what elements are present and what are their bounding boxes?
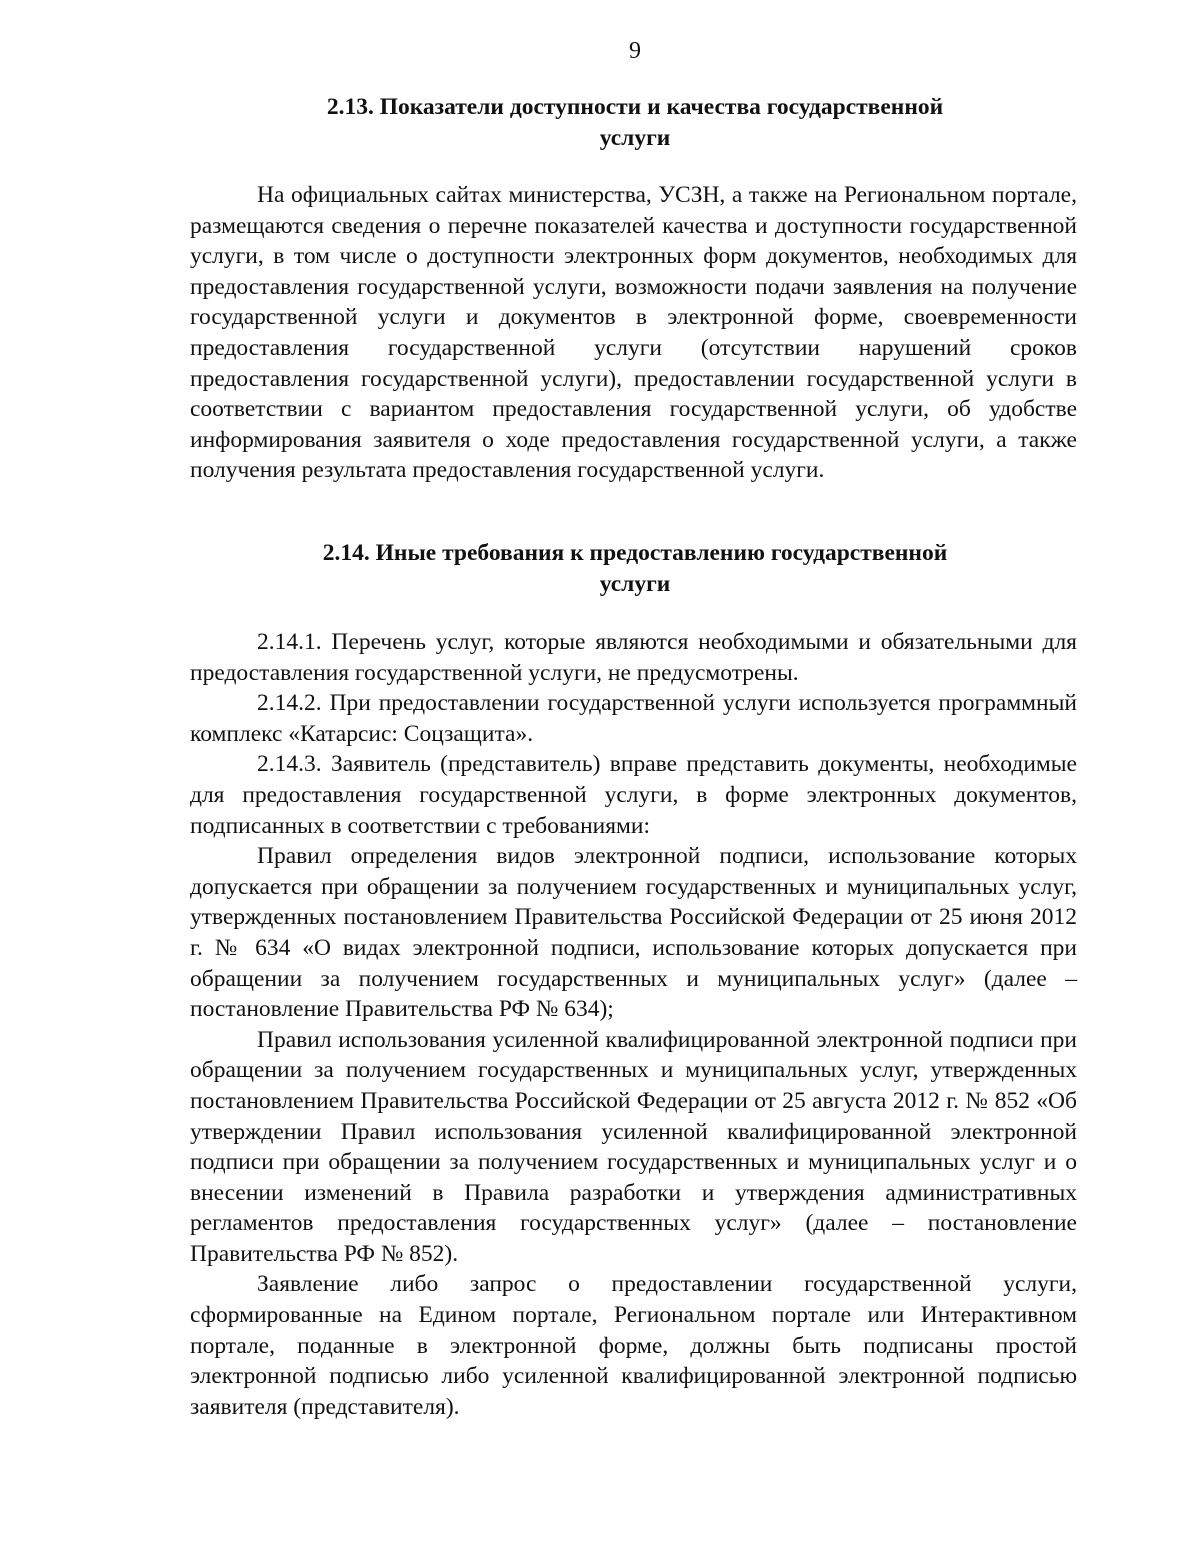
section-2-13-heading-line1: 2.13. Показатели доступности и качества государственной xyxy=(326,94,944,120)
paragraph-2-14-2: 2.14.2. При предоставлении государственной услуги используется программный комплекс «Катарсис: Соцзащита». xyxy=(190,690,1077,747)
paragraph-2-14-3: 2.14.3. Заявитель (представитель) вправе представить документы, необходимые для предоставления государственной услуги, в форме электронных документов, подписанных в соответствии с требованиями: xyxy=(190,751,1077,839)
section-2-13-paragraph: На официальных сайтах министерства, УСЗН, а также на Региональном портале, размещаются сведения о перечне показателей качества и доступности государственной услуги, в том числе о доступности электронных форм документов, необходимых для предоставления государственной услуги, возможности подачи заявления на получение государственной услуги и документов в электронной форме, своевременности предоставления государственной услуги (отсутствии нарушений сроков предоставления государственной услуги), предоставлении государственной услуги в соответствии с вариантом предоставления государственной услуги, об удобстве информирования заявителя о ходе предоставления государственной услуги, а также получения результата предоставления государственной услуги. xyxy=(190,182,1077,484)
page-number: 9 xyxy=(629,38,641,64)
section-2-14-body xyxy=(190,627,1077,1422)
section-2-13-body xyxy=(190,180,1077,486)
section-2-14-heading-line2: услуги xyxy=(599,571,671,597)
paragraph-rules-634: Правил определения видов электронной подписи, использование которых допускается при обращении за получением государственных и муниципальных услуг, утвержденных постановлением Правительства Российской Федерации от 25 июня 2012 г. № 634 «О видах электронной подписи, использование которых допускается при обращении за получением государственных и муниципальных услуг» (далее – постановление Правительства РФ № 634); xyxy=(190,843,1077,1023)
paragraph-rules-852: Правил использования усиленной квалифицированной электронной подписи при обращении за получением государственных и муниципальных услуг, утвержденных постановлением Правительства Российской Федерации от 25 августа 2012 г. № 852 «Об утверждении Правил использования усиленной квалифицированной электронной подписи при обращении за получением государственных и муниципальных услуг и о внесении изменений в Правила разработки и утверждения административных регламентов предоставления государственных услуг» (далее – постановление Правительства РФ № 852). xyxy=(190,1026,1077,1267)
section-2-14-heading xyxy=(190,538,1080,600)
paragraph-application-signature: Заявление либо запрос о предоставлении государственной услуги, сформированные на Едином портале, Региональном портале или Интерактивном портале, поданные в электронной форме, должны быть подписаны простой электронной подписью либо усиленной квалифицированной электронной подписью заявителя (представителя). xyxy=(190,1271,1077,1420)
section-2-13-heading-line2: услуги xyxy=(599,125,671,151)
paragraph-2-14-1: 2.14.1. Перечень услуг, которые являются необходимыми и обязательными для предоставления государственной услуги, не предусмотрены. xyxy=(190,629,1077,686)
section-2-13-heading xyxy=(190,92,1080,154)
section-2-14-heading-line1: 2.14. Иные требования к предоставлению государственной xyxy=(322,540,948,566)
